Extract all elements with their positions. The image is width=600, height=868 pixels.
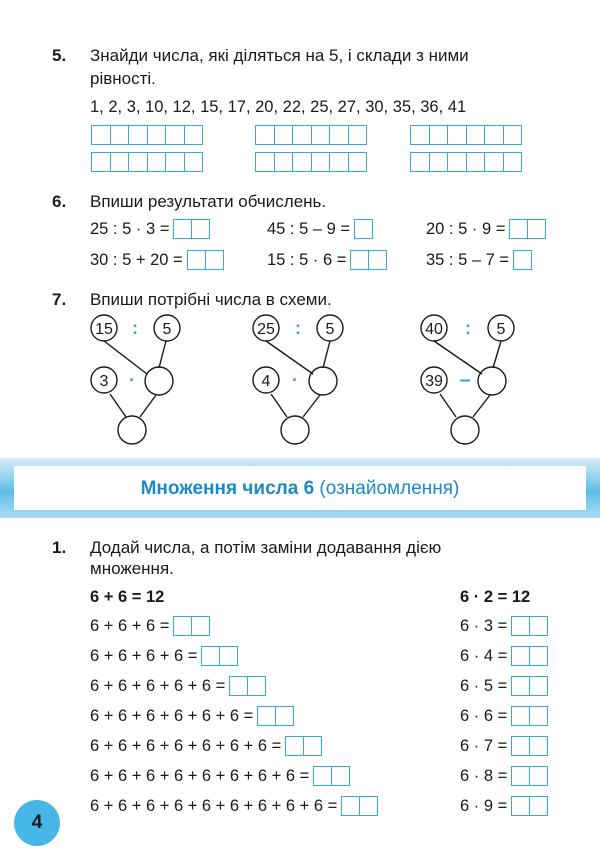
sum-expression: 6 + 6 + 6 + 6 + 6 + 6 = [90,706,294,726]
answer-box[interactable] [511,616,548,636]
scheme-operator: · [129,370,135,390]
answer-box[interactable] [285,736,322,756]
scheme-operator: · [292,370,298,390]
section-title: Множення числа 6 (ознайомлення) [140,478,460,499]
answer-box[interactable] [173,219,210,239]
answer-cells[interactable] [91,125,203,145]
scheme-answer-circle[interactable] [281,416,309,444]
answer-box[interactable] [313,766,350,786]
answer-box[interactable] [511,796,548,816]
sum-expression: 6 + 6 + 6 + 6 + 6 = [90,676,266,696]
expression: 20 : 5 · 9 = [426,219,546,239]
answer-box[interactable] [257,706,294,726]
sum-expression: 6 + 6 + 6 + 6 + 6 + 6 + 6 + 6 + 6 = [90,796,378,816]
scheme-answer-circle[interactable] [451,416,479,444]
sum-expression: 6 + 6 + 6 + 6 + 6 + 6 + 6 = [90,736,322,756]
product-expression: 6 · 5 = [460,676,548,696]
answer-box[interactable] [511,646,548,666]
answer-box[interactable] [511,766,548,786]
task5-text-line1: Знайди числа, які діляться на 5, і склади з ними [90,46,469,65]
sum-expression: 6 + 6 + 6 = [90,616,210,636]
task7-schemes [0,300,600,450]
scheme-operator: – [459,369,471,391]
scheme-answer-circle[interactable] [478,367,506,395]
answer-box[interactable] [201,646,238,666]
answer-cells[interactable] [255,125,367,145]
task1-text-line2: множення. [90,559,174,578]
scheme-value: 4 [261,373,271,390]
scheme-answer-circle[interactable] [309,367,337,395]
example-left: 6 + 6 = 12 [90,588,165,606]
task1-number: 1. [52,538,67,557]
task7-number: 7. [52,290,67,309]
scheme-answer-circle[interactable] [118,416,146,444]
page-number: 4 [31,812,43,833]
product-expression: 6 · 3 = [460,616,548,636]
answer-box[interactable] [341,796,378,816]
task1-text-line1: Додай числа, а потім заміни додавання дією [90,538,442,557]
answer-box[interactable] [511,676,548,696]
expression: 45 : 5 – 9 = [267,219,373,239]
answer-cells[interactable] [255,152,367,172]
answer-box[interactable] [511,706,548,726]
example-right: 6 · 2 = 12 [460,588,531,606]
page-number-badge [14,800,60,846]
answer-box[interactable] [354,219,373,239]
scheme-value: 3 [99,373,109,390]
scheme-value: 40 [425,321,443,338]
scheme-operator: : [132,318,138,338]
product-expression: 6 · 8 = [460,766,548,786]
scheme-value: 39 [425,373,443,390]
answer-box[interactable] [173,616,210,636]
answer-cells[interactable] [410,125,522,145]
product-expression: 6 · 4 = [460,646,548,666]
task5-number: 5. [52,46,67,65]
scheme-value: 5 [496,321,506,338]
expression: 35 : 5 – 7 = [426,250,532,270]
product-expression: 6 · 9 = [460,796,548,816]
task5-text-line2: рівності. [90,69,156,88]
product-expression: 6 · 6 = [460,706,548,726]
answer-box[interactable] [509,219,546,239]
answer-cells[interactable] [410,152,522,172]
scheme-operator: : [295,318,301,338]
scheme-value: 5 [162,321,172,338]
expression: 25 : 5 · 3 = [90,219,210,239]
answer-cells[interactable] [91,152,203,172]
sum-expression: 6 + 6 + 6 + 6 + 6 + 6 + 6 + 6 = [90,766,350,786]
product-expression: 6 · 7 = [460,736,548,756]
task6-number: 6. [52,192,67,211]
scheme-value: 25 [257,321,275,338]
answer-box[interactable] [229,676,266,696]
sum-expression: 6 + 6 + 6 + 6 = [90,646,238,666]
scheme-answer-circle[interactable] [145,367,173,395]
answer-box[interactable] [513,250,532,270]
scheme-operator: : [465,318,471,338]
task7-text: Впиши потрібні числа в схеми. [90,290,332,309]
answer-box[interactable] [350,250,387,270]
scheme-value: 5 [325,321,335,338]
scheme-value: 15 [95,321,113,338]
expression: 30 : 5 + 20 = [90,250,224,270]
expression: 15 : 5 · 6 = [267,250,387,270]
task5-numbers: 1, 2, 3, 10, 12, 15, 17, 20, 22, 25, 27, 30, 35, 36, 41 [90,98,467,116]
task6-text: Впиши результати обчислень. [90,192,327,211]
answer-box[interactable] [511,736,548,756]
answer-box[interactable] [187,250,224,270]
